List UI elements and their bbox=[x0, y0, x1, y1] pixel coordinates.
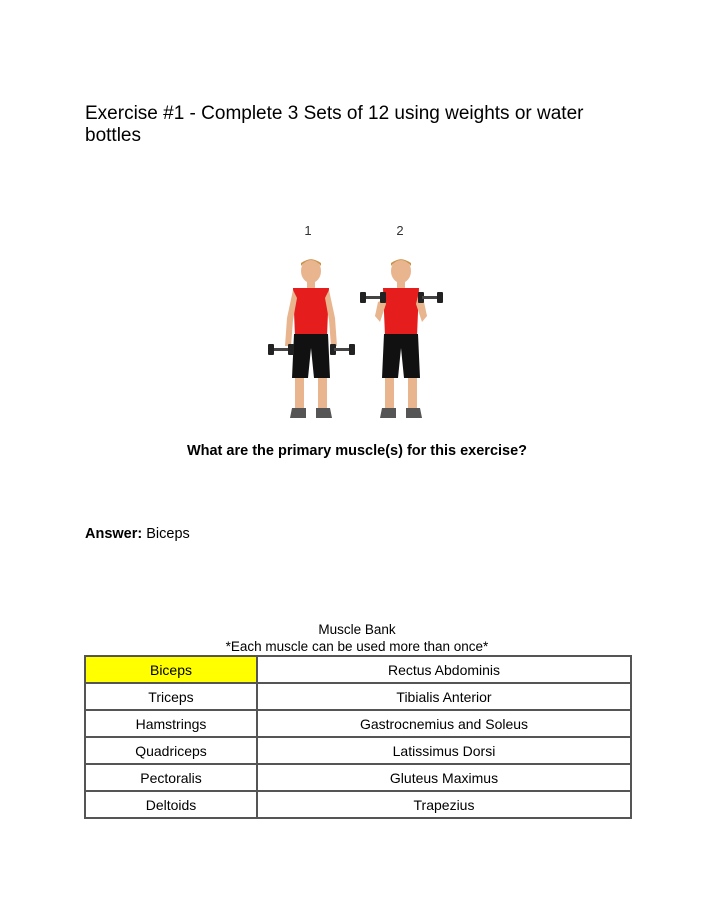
muscle-bank-heading bbox=[0, 621, 714, 655]
step-label-1: 1 bbox=[304, 223, 312, 238]
muscle-cell: Pectoralis bbox=[85, 764, 257, 791]
muscle-cell: Gluteus Maximus bbox=[257, 764, 631, 791]
muscle-cell: Latissimus Dorsi bbox=[257, 737, 631, 764]
bicep-curl-figure bbox=[262, 218, 452, 428]
step-label-2: 2 bbox=[396, 223, 404, 238]
figure-arms-down bbox=[268, 259, 355, 418]
muscle-cell: Trapezius bbox=[257, 791, 631, 818]
muscle-bank-table bbox=[84, 655, 632, 819]
muscle-cell: Hamstrings bbox=[85, 710, 257, 737]
muscle-cell: Deltoids bbox=[85, 791, 257, 818]
table-row bbox=[85, 737, 631, 764]
muscle-cell: Rectus Abdominis bbox=[257, 656, 631, 683]
table-row bbox=[85, 791, 631, 818]
muscle-cell: Quadriceps bbox=[85, 737, 257, 764]
table-row bbox=[85, 710, 631, 737]
muscle-cell-highlighted: Biceps bbox=[85, 656, 257, 683]
table-row bbox=[85, 764, 631, 791]
muscle-bank-title: Muscle Bank bbox=[318, 622, 396, 637]
muscle-bank-note: *Each muscle can be used more than once* bbox=[225, 639, 489, 654]
muscle-cell: Triceps bbox=[85, 683, 257, 710]
question-text: What are the primary muscle(s) for this exercise? bbox=[186, 443, 528, 459]
table-row bbox=[85, 656, 631, 683]
table-row bbox=[85, 683, 631, 710]
muscle-cell: Tibialis Anterior bbox=[257, 683, 631, 710]
answer-line bbox=[85, 526, 190, 542]
figure-arms-curled bbox=[360, 259, 443, 418]
answer-value: Biceps bbox=[146, 526, 190, 542]
answer-label: Answer: bbox=[85, 526, 143, 542]
exercise-title: Exercise #1 - Complete 3 Sets of 12 using weights or water bottles bbox=[85, 103, 584, 146]
muscle-cell: Gastrocnemius and Soleus bbox=[257, 710, 631, 737]
